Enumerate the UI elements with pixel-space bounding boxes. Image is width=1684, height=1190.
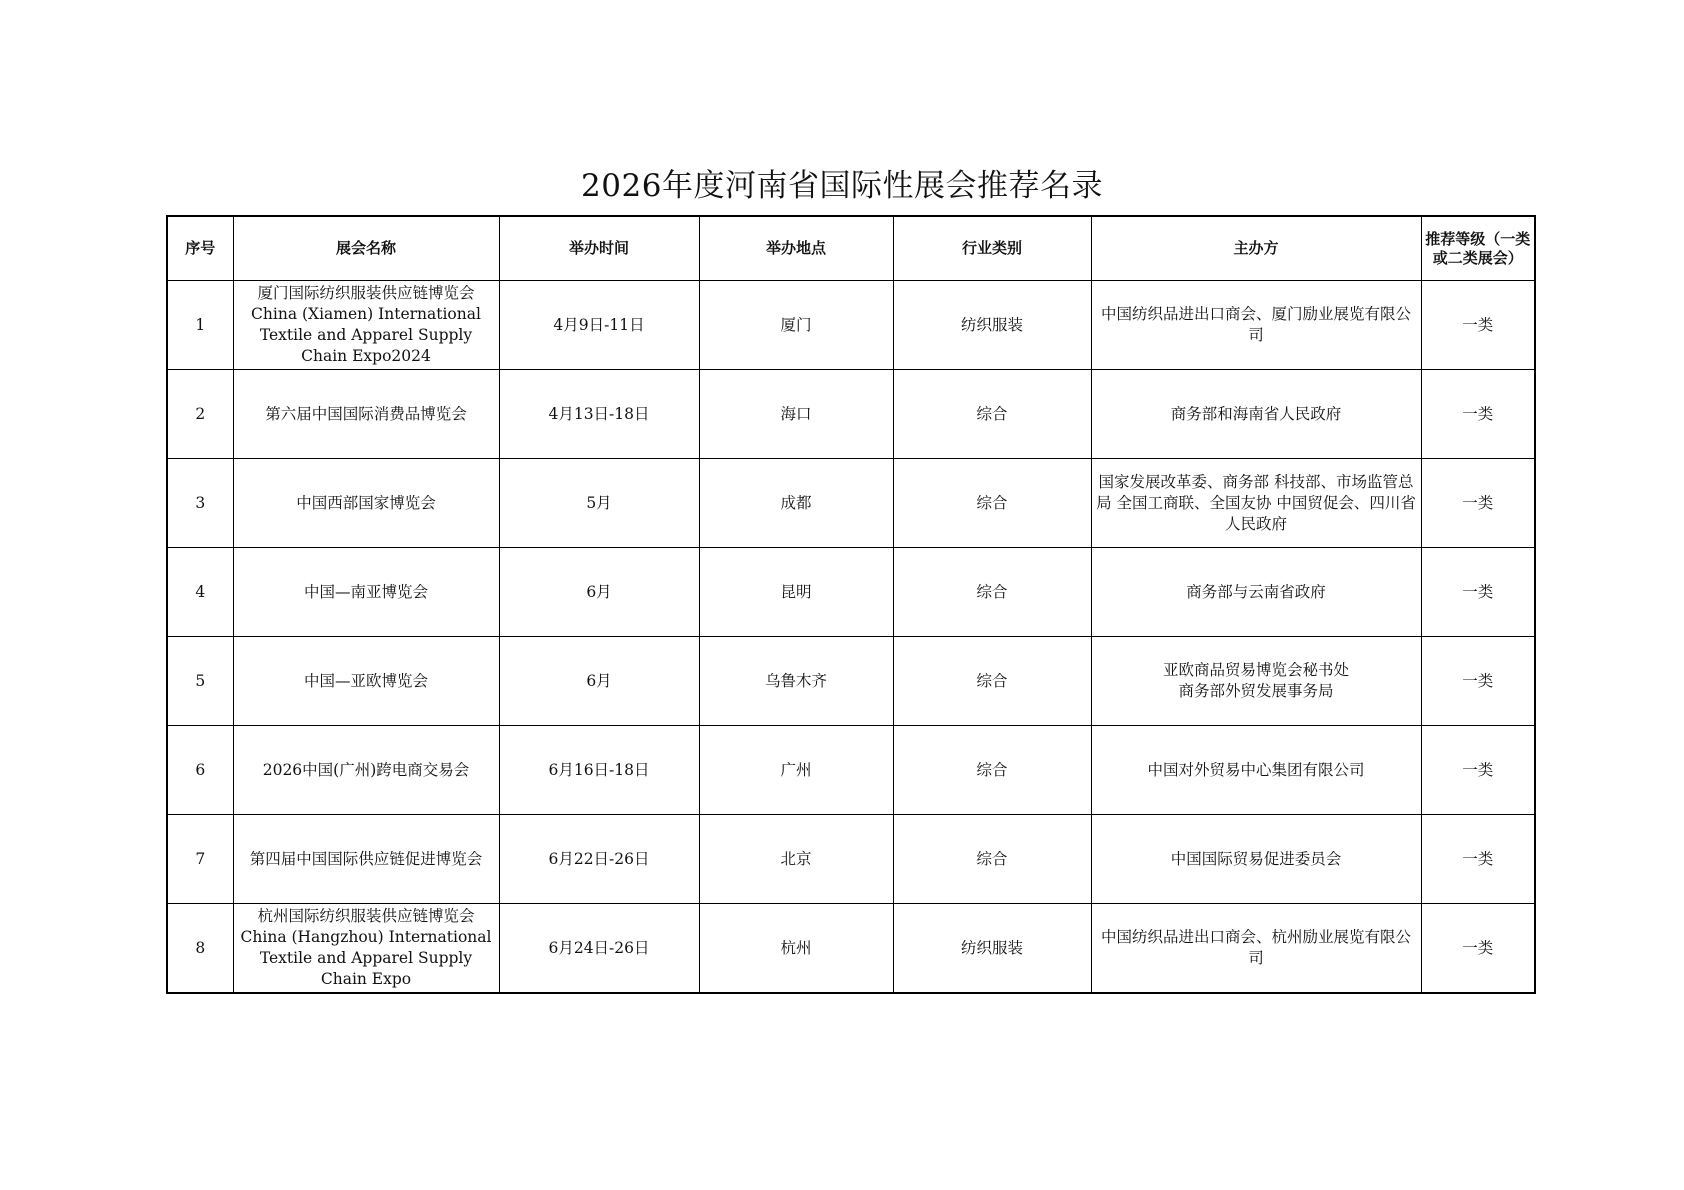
cell-name: 中国西部国家博览会 [233, 459, 499, 548]
cell-time: 6月 [499, 548, 699, 637]
header-industry: 行业类别 [893, 216, 1091, 281]
cell-place: 乌鲁木齐 [699, 637, 893, 726]
cell-place: 北京 [699, 815, 893, 904]
cell-industry: 综合 [893, 637, 1091, 726]
cell-time: 4月13日-18日 [499, 370, 699, 459]
cell-organizer: 中国纺织品进出口商会、厦门励业展览有限公司 [1091, 281, 1421, 370]
cell-organizer: 中国纺织品进出口商会、杭州励业展览有限公司 [1091, 904, 1421, 994]
cell-grade: 一类 [1421, 637, 1535, 726]
cell-no: 2 [167, 370, 233, 459]
cell-organizer: 中国国际贸易促进委员会 [1091, 815, 1421, 904]
cell-organizer: 商务部与云南省政府 [1091, 548, 1421, 637]
cell-place: 厦门 [699, 281, 893, 370]
cell-no: 8 [167, 904, 233, 994]
cell-grade: 一类 [1421, 726, 1535, 815]
cell-organizer: 国家发展改革委、商务部 科技部、市场监管总局 全国工商联、全国友协 中国贸促会、四川省人民政府 [1091, 459, 1421, 548]
cell-industry: 综合 [893, 370, 1091, 459]
cell-place: 海口 [699, 370, 893, 459]
cell-organizer: 商务部和海南省人民政府 [1091, 370, 1421, 459]
cell-grade: 一类 [1421, 459, 1535, 548]
cell-grade: 一类 [1421, 815, 1535, 904]
exhibition-table [166, 215, 1536, 994]
header-place: 举办地点 [699, 216, 893, 281]
cell-industry: 纺织服装 [893, 904, 1091, 994]
cell-no: 3 [167, 459, 233, 548]
cell-grade: 一类 [1421, 281, 1535, 370]
cell-name: 中国—南亚博览会 [233, 548, 499, 637]
table-row [167, 637, 1535, 726]
cell-time: 4月9日-11日 [499, 281, 699, 370]
table-row [167, 548, 1535, 637]
header-name: 展会名称 [233, 216, 499, 281]
page-title: 2026年度河南省国际性展会推荐名录 [581, 168, 1103, 204]
cell-no: 1 [167, 281, 233, 370]
cell-time: 6月22日-26日 [499, 815, 699, 904]
cell-industry: 综合 [893, 815, 1091, 904]
cell-name: 第六届中国国际消费品博览会 [233, 370, 499, 459]
table-row [167, 370, 1535, 459]
header-organizer: 主办方 [1091, 216, 1421, 281]
table-header-row [167, 216, 1535, 281]
cell-time: 6月16日-18日 [499, 726, 699, 815]
table-row [167, 726, 1535, 815]
cell-industry: 纺织服装 [893, 281, 1091, 370]
header-no: 序号 [167, 216, 233, 281]
cell-no: 6 [167, 726, 233, 815]
cell-industry: 综合 [893, 459, 1091, 548]
cell-grade: 一类 [1421, 548, 1535, 637]
cell-name: 厦门国际纺织服装供应链博览会 China (Xiamen) International Textile and Apparel Supply Chain Expo2024 [233, 281, 499, 370]
cell-grade: 一类 [1421, 370, 1535, 459]
cell-time: 5月 [499, 459, 699, 548]
cell-industry: 综合 [893, 726, 1091, 815]
table-row [167, 281, 1535, 370]
header-grade: 推荐等级（一类或二类展会） [1421, 216, 1535, 281]
table-row [167, 815, 1535, 904]
cell-industry: 综合 [893, 548, 1091, 637]
cell-no: 4 [167, 548, 233, 637]
cell-no: 7 [167, 815, 233, 904]
cell-place: 广州 [699, 726, 893, 815]
cell-no: 5 [167, 637, 233, 726]
cell-name: 中国—亚欧博览会 [233, 637, 499, 726]
cell-organizer: 中国对外贸易中心集团有限公司 [1091, 726, 1421, 815]
cell-place: 昆明 [699, 548, 893, 637]
cell-time: 6月24日-26日 [499, 904, 699, 994]
header-time: 举办时间 [499, 216, 699, 281]
cell-name: 第四届中国国际供应链促进博览会 [233, 815, 499, 904]
table-row [167, 459, 1535, 548]
cell-place: 成都 [699, 459, 893, 548]
cell-name: 2026中国(广州)跨电商交易会 [233, 726, 499, 815]
cell-place: 杭州 [699, 904, 893, 994]
cell-name: 杭州国际纺织服装供应链博览会 China (Hangzhou) International Textile and Apparel Supply Chain Expo [233, 904, 499, 994]
cell-grade: 一类 [1421, 904, 1535, 994]
cell-time: 6月 [499, 637, 699, 726]
cell-organizer: 亚欧商品贸易博览会秘书处 商务部外贸发展事务局 [1091, 637, 1421, 726]
table-row [167, 904, 1535, 994]
